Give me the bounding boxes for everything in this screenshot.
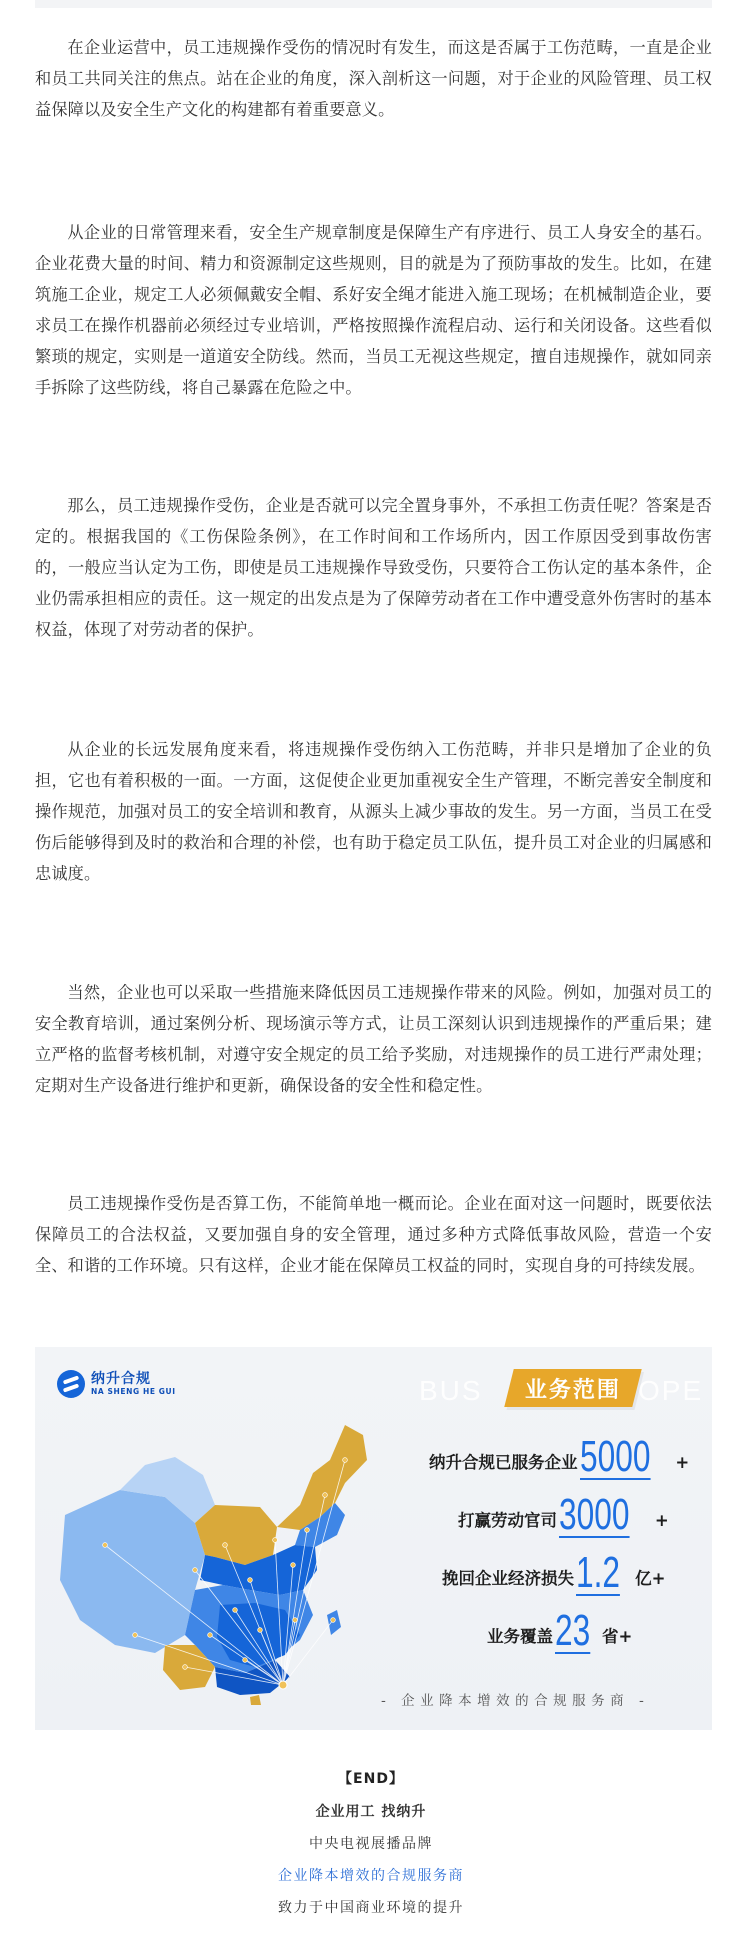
stat-suffix: +: [675, 1453, 690, 1472]
stat-number: 23: [555, 1606, 591, 1655]
article-paragraph: 从企业的长远发展角度来看，将违规操作受伤纳入工伤范畴，并非只是增加了企业的负担，它也有着积极的一面。一方面，这促使企业更加重视安全生产管理，不断完善安全制度和操作规范，加强对员工的安全培训和教育，从源头上减少事故的发生。另一方面，当员工在受伤后能够得到及时的救治和合理的补偿，也有助于稳定员工队伍，提升员工对企业的归属感和忠诚度。: [35, 740, 712, 883]
stat-label: 纳升合规已服务企业: [429, 1453, 578, 1472]
china-map-icon: [45, 1405, 375, 1705]
article-paragraph: 当然，企业也可以采取一些措施来降低因员工违规操作带来的风险。例如，加强对员工的安全教育培训，通过案例分析、现场演示等方式，让员工深刻认识到违规操作的严重后果；建立严格的监督考核机制，对遵守安全规定的员工给予奖励，对违规操作的员工进行严肃处理；定期对生产设备进行维护和更新，确保设备的安全性和稳定性。: [35, 983, 712, 1095]
stat-number: 1.2: [576, 1548, 621, 1597]
stat-number: 5000: [579, 1432, 650, 1481]
company-logo: [57, 1367, 176, 1401]
ghost-heading-right: OPE: [638, 1375, 704, 1406]
stat-number: 3000: [559, 1490, 630, 1539]
logo-mark-icon: [57, 1370, 85, 1398]
article-paragraph: 从企业的日常管理来看，安全生产规章制度是保障生产有序进行、员工人身安全的基石。企业花费大量的时间、精力和资源制定这些规则，目的就是为了预防事故的发生。比如，在建筑施工企业，规定工人必须佩戴安全帽、系好安全绳才能进入施工现场；在机械制造企业，要求员工在操作机器前必须经过专业培训，严格按照操作流程启动、运行和关闭设备。这些看似繁琐的规定，实则是一道道安全防线。然而，当员工无视这些规定，擅自违规操作，就如同亲手拆除了这些防线，将自己暴露在危险之中。: [35, 223, 712, 397]
stat-suffix: 省+: [601, 1627, 633, 1646]
stat-label: 业务覆盖: [487, 1627, 553, 1646]
stat-label: 打赢劳动官司: [458, 1511, 557, 1530]
logo-name-en: NA SHENG HE GUI: [91, 1387, 176, 1396]
stat-losses-recovered: [442, 1548, 666, 1597]
stat-provinces-covered: [487, 1606, 633, 1655]
scope-badge: [504, 1369, 641, 1407]
footer-mission-note: 致力于中国商业环境的提升: [278, 1900, 464, 1916]
footer-service-note: 企业降本增效的合规服务商: [278, 1868, 464, 1884]
stat-label: 挽回企业经济损失: [442, 1569, 574, 1588]
top-divider: [35, 0, 712, 8]
stat-clients-served: [429, 1432, 690, 1481]
logo-name-cn: 纳升合规: [91, 1371, 151, 1387]
scope-badge-label: 业务范围: [524, 1377, 621, 1403]
stat-suffix: +: [654, 1511, 669, 1530]
business-scope-banner: [35, 1347, 712, 1730]
stat-suffix: 亿+: [635, 1569, 666, 1588]
footer-tagline: 企业用工 找纳升: [315, 1804, 427, 1820]
banner-slogan: - 企业降本增效的合规服务商 -: [381, 1693, 650, 1709]
article-paragraph: 那么，员工违规操作受伤，企业是否就可以完全置身事外，不承担工伤责任呢？答案是否定的。根据我国的《工伤保险条例》，在工作时间和工作场所内，因工作原因受到事故伤害的，一般应当认定为工伤，即使是员工违规操作导致受伤，只要符合工伤认定的基本条件，企业仍需承担相应的责任。这一规定的出发点是为了保障劳动者在工作中遭受意外伤害时的基本权益，体现了对劳动者的保护。: [35, 496, 712, 639]
article-paragraph: 员工违规操作受伤是否算工伤，不能简单地一概而论。企业在面对这一问题时，既要依法保障员工的合法权益，又要加强自身的安全管理，通过多种方式降低事故风险，营造一个安全、和谐的工作环境。只有这样，企业才能在保障员工权益的同时，实现自身的可持续发展。: [35, 1194, 712, 1275]
stat-cases-won: [458, 1490, 669, 1539]
end-marker: 【END】: [338, 1771, 404, 1787]
footer-brand-note: 中央电视展播品牌: [309, 1836, 433, 1852]
article-paragraph: 在企业运营中，员工违规操作受伤的情况时有发生，而这是否属于工伤范畴，一直是企业和员工共同关注的焦点。站在企业的角度，深入剖析这一问题，对于企业的风险管理、员工权益保障以及安全生产文化的构建都有着重要意义。: [35, 38, 712, 119]
ghost-heading-left: BUS: [419, 1375, 483, 1406]
